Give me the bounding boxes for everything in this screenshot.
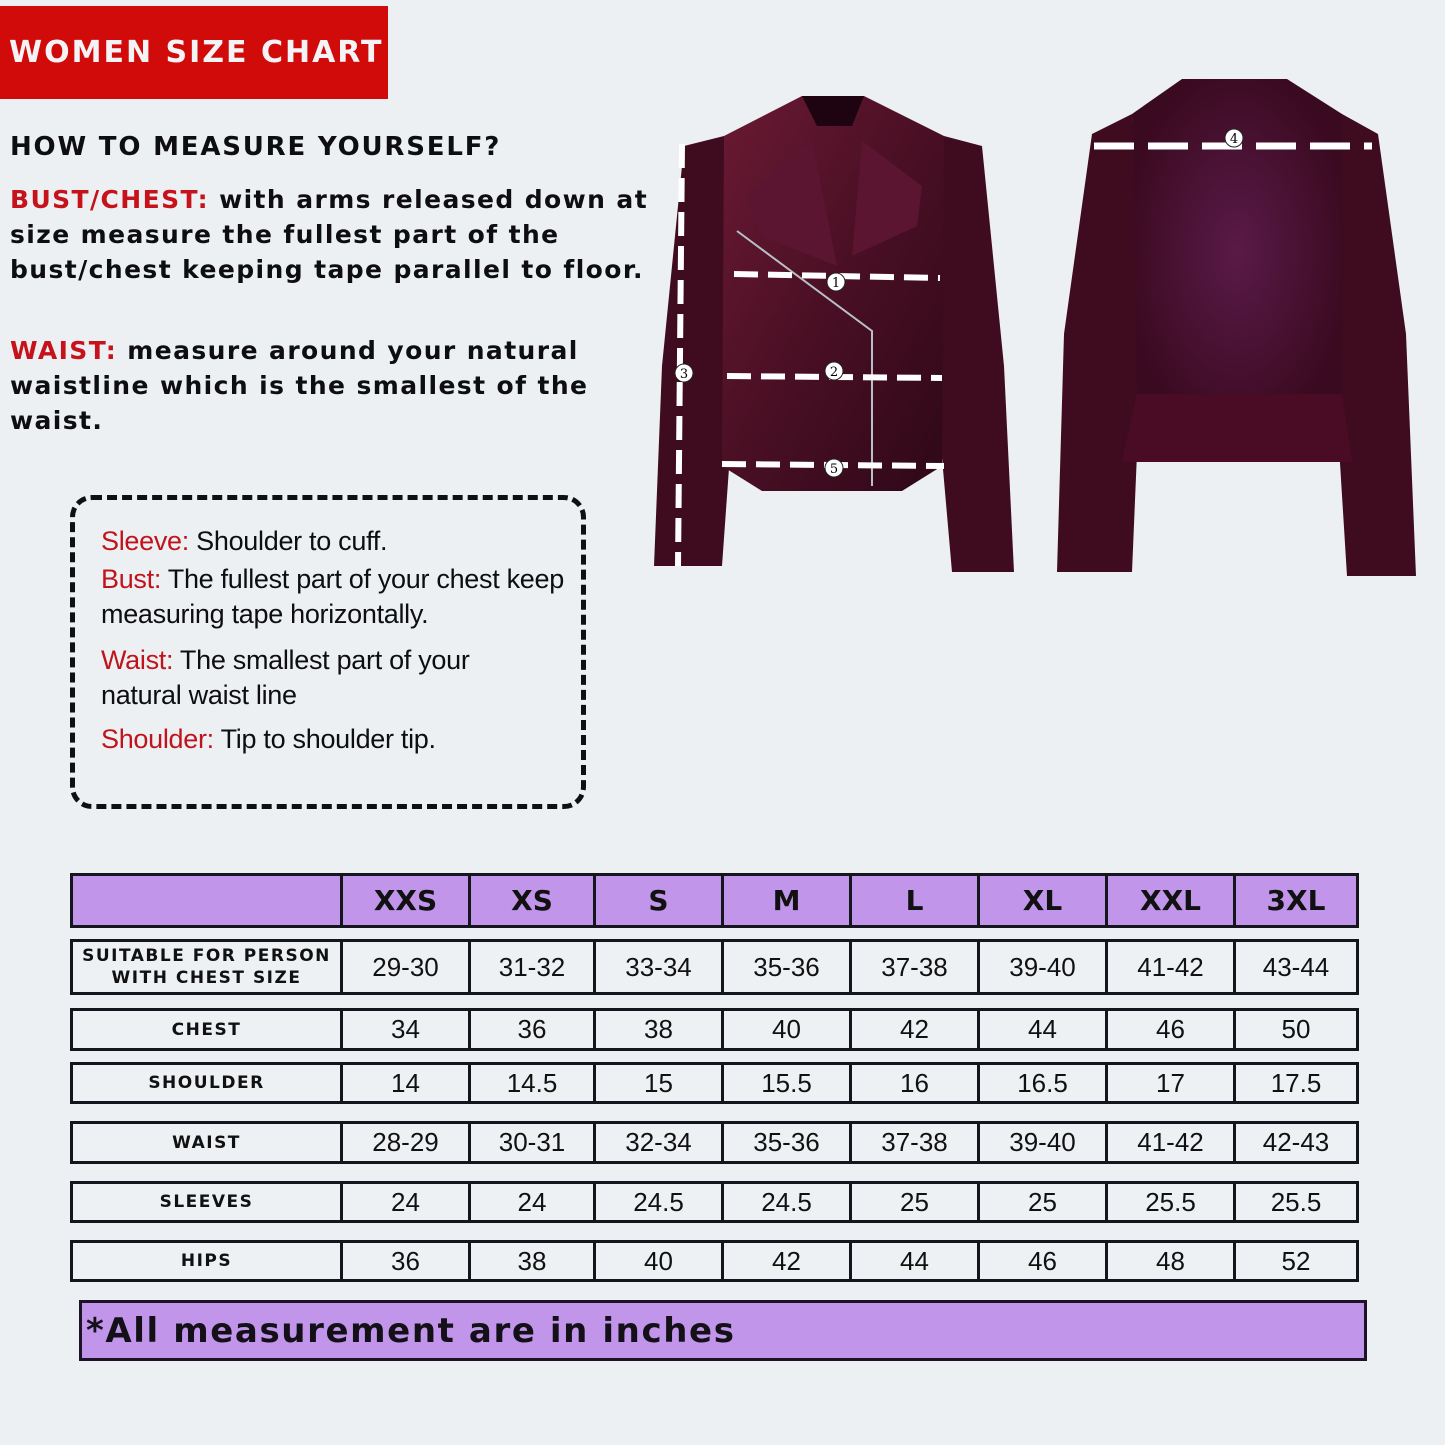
table-cell: 38 <box>593 1011 721 1048</box>
guide-key: Bust: <box>101 564 162 594</box>
marker-label: 3 <box>679 367 689 382</box>
size-header: 3XL <box>1233 876 1356 925</box>
table-cell: 30-31 <box>468 1124 593 1161</box>
table-cell: 32-34 <box>593 1124 721 1161</box>
table-cell: 16 <box>849 1065 977 1101</box>
table-cell: 42 <box>721 1243 849 1279</box>
table-cell: 39-40 <box>977 1124 1105 1161</box>
table-cell: 46 <box>1105 1011 1233 1048</box>
page-title: WOMEN SIZE CHART <box>9 35 384 70</box>
table-cell: 25.5 <box>1105 1184 1233 1220</box>
table-cell: 38 <box>468 1243 593 1279</box>
table-cell: 28-29 <box>340 1124 468 1161</box>
table-row <box>70 939 1359 995</box>
row-label: HIPS <box>180 1251 233 1271</box>
table-cell: 48 <box>1105 1243 1233 1279</box>
table-row <box>70 1181 1359 1223</box>
table-cell: 15.5 <box>721 1065 849 1101</box>
table-cell: 40 <box>593 1243 721 1279</box>
table-cell: 36 <box>340 1243 468 1279</box>
table-cell: 46 <box>977 1243 1105 1279</box>
size-header: L <box>849 876 977 925</box>
table-cell: 36 <box>468 1011 593 1048</box>
table-cell: 42 <box>849 1011 977 1048</box>
guide-item-shoulder <box>101 722 436 757</box>
table-cell: 41-42 <box>1105 942 1233 992</box>
header-blank-cell <box>73 876 340 925</box>
table-cell: 17 <box>1105 1065 1233 1101</box>
table-cell: 35-36 <box>721 1124 849 1161</box>
table-cell: 37-38 <box>849 1124 977 1161</box>
units-note: *All measurement are in inches <box>86 1310 736 1351</box>
size-table-header <box>70 873 1359 928</box>
bust-chest-text: with arms released down at size measure the fullest part of the bust/chest keeping tape parallel to floor. <box>10 185 649 284</box>
bust-chest-instructions <box>10 182 650 287</box>
table-cell: 25.5 <box>1233 1184 1356 1220</box>
how-to-heading: HOW TO MEASURE YOURSELF? <box>10 132 502 162</box>
waist-text: measure around your natural waistline which is the smallest of the waist. <box>10 336 589 435</box>
table-cell: 52 <box>1233 1243 1356 1279</box>
size-header: XXS <box>340 876 468 925</box>
table-cell: 43-44 <box>1233 942 1356 992</box>
table-cell: 24.5 <box>721 1184 849 1220</box>
row-label <box>73 942 340 992</box>
marker-label: 1 <box>831 276 841 291</box>
table-cell: 14.5 <box>468 1065 593 1101</box>
table-cell: 42-43 <box>1233 1124 1356 1161</box>
size-header: XS <box>468 876 593 925</box>
jacket-back-image <box>1052 74 1418 576</box>
title-banner <box>0 6 388 99</box>
table-cell: 41-42 <box>1105 1124 1233 1161</box>
table-cell: 29-30 <box>340 942 468 992</box>
table-cell: 25 <box>977 1184 1105 1220</box>
marker-label: 5 <box>829 462 839 477</box>
row-label: WAIST <box>172 1132 241 1153</box>
table-cell: 25 <box>849 1184 977 1220</box>
guide-key: Shoulder: <box>101 724 214 754</box>
table-row <box>70 1240 1359 1282</box>
table-cell: 34 <box>340 1011 468 1048</box>
row-label-line: SUITABLE FOR PERSON <box>82 946 331 966</box>
table-cell: 24 <box>468 1184 593 1220</box>
guide-text: The smallest part of your natural waist line <box>101 645 470 710</box>
table-row <box>70 1121 1359 1164</box>
row-label: SHOULDER <box>148 1073 265 1093</box>
row-label-line: WITH CHEST SIZE <box>111 968 302 988</box>
table-cell: 24 <box>340 1184 468 1220</box>
guide-text: The fullest part of your chest keep measuring tape horizontally. <box>101 564 564 629</box>
units-note-bar <box>79 1300 1367 1361</box>
table-row <box>70 1062 1359 1104</box>
table-cell: 16.5 <box>977 1065 1105 1101</box>
table-cell: 14 <box>340 1065 468 1101</box>
marker-label: 4 <box>1229 132 1239 147</box>
waist-instructions <box>10 333 650 438</box>
table-cell: 44 <box>849 1243 977 1279</box>
guide-text: Shoulder to cuff. <box>188 526 388 556</box>
table-cell: 44 <box>977 1011 1105 1048</box>
table-cell: 39-40 <box>977 942 1105 992</box>
table-cell: 33-34 <box>593 942 721 992</box>
table-cell: 31-32 <box>468 942 593 992</box>
waist-key: WAIST: <box>10 336 118 365</box>
size-header: S <box>593 876 721 925</box>
table-cell: 15 <box>593 1065 721 1101</box>
size-header: M <box>721 876 849 925</box>
table-cell: 24.5 <box>593 1184 721 1220</box>
guide-text: Tip to shoulder tip. <box>213 724 436 754</box>
row-label: CHEST <box>171 1019 242 1040</box>
row-label: SLEEVES <box>159 1192 254 1212</box>
table-cell: 50 <box>1233 1011 1356 1048</box>
measurement-guide-box <box>70 495 586 809</box>
bust-chest-key: BUST/CHEST: <box>10 185 209 214</box>
size-header: XXL <box>1105 876 1233 925</box>
table-cell: 37-38 <box>849 942 977 992</box>
size-header: XL <box>977 876 1105 925</box>
guide-item-waist <box>101 643 551 713</box>
table-row <box>70 1008 1359 1051</box>
guide-key: Waist: <box>101 645 174 675</box>
table-cell: 35-36 <box>721 942 849 992</box>
guide-item-bust <box>101 562 581 632</box>
guide-item-sleeve <box>101 524 387 559</box>
table-cell: 40 <box>721 1011 849 1048</box>
jacket-front-image <box>652 86 1014 572</box>
table-cell: 17.5 <box>1233 1065 1356 1101</box>
guide-key: Sleeve: <box>101 526 189 556</box>
marker-label: 2 <box>829 365 839 380</box>
